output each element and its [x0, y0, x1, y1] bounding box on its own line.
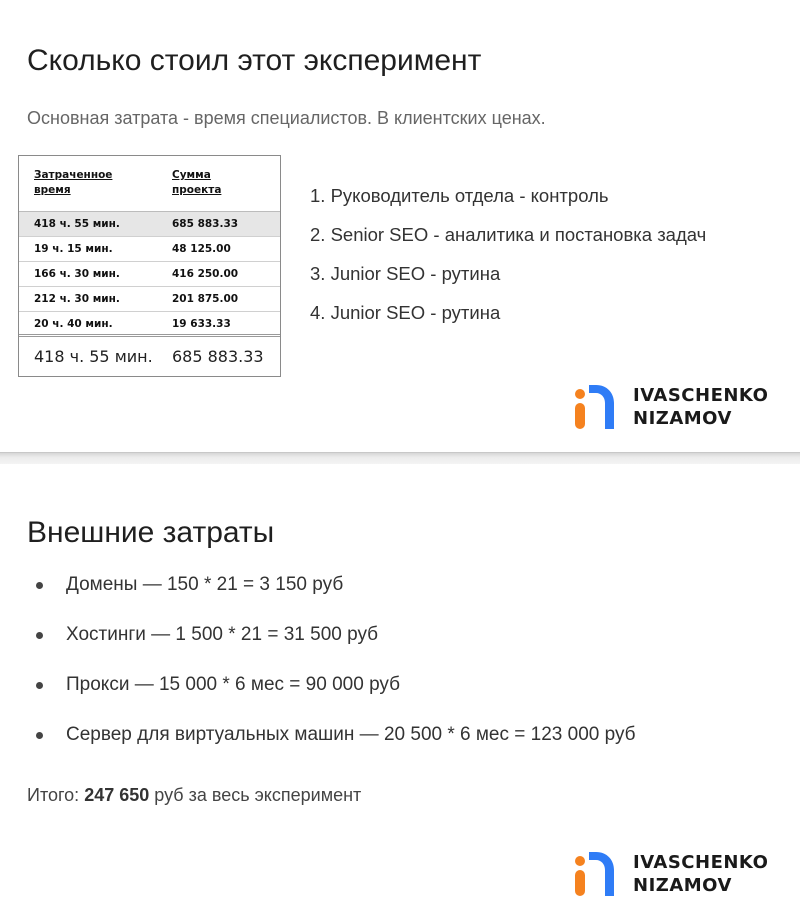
total-amount: 247 650 — [84, 785, 150, 805]
page-title: Внешние затраты — [27, 516, 275, 549]
list-item: Домены — 150 * 21 = 3 150 руб — [36, 574, 636, 624]
costs-list — [36, 574, 636, 774]
cell-time: 166 ч. 30 мин. — [34, 268, 120, 280]
cell-time: 212 ч. 30 мин. — [34, 293, 120, 305]
table-row — [19, 286, 280, 311]
list-item: 4. Junior SEO - рутина — [310, 302, 501, 323]
column-header-time: Затраченное время — [34, 169, 113, 196]
logo-mark-icon — [572, 381, 622, 431]
slide-separator — [0, 452, 800, 464]
list-item: Сервер для виртуальных машин — 20 500 * 6 мес = 123 000 руб — [36, 724, 636, 774]
cell-time: 19 ч. 15 мин. — [34, 243, 113, 255]
slide-cost-experiment — [0, 0, 800, 452]
cell-time: 20 ч. 40 мин. — [34, 318, 113, 330]
roles-list — [310, 185, 706, 341]
cell-amount: 201 875.00 — [172, 293, 239, 305]
list-item: 2. Senior SEO - аналитика и постановка задач — [310, 224, 707, 245]
table-row — [19, 236, 280, 261]
table-total-row — [19, 334, 280, 377]
table-row — [19, 261, 280, 286]
cell-amount: 685 883.33 — [172, 218, 239, 230]
logo-wordmark: IVASCHENKO NIZAMOV — [633, 852, 769, 896]
cell-amount: 19 633.33 — [172, 318, 231, 330]
total-time: 418 ч. 55 мин. — [34, 347, 153, 366]
list-item: Прокси — 15 000 * 6 мес = 90 000 руб — [36, 674, 636, 724]
table-header — [19, 156, 280, 211]
subtitle: Основная затрата - время специалистов. В клиентских ценах. — [27, 108, 546, 128]
table-row — [19, 311, 280, 336]
cell-time: 418 ч. 55 мин. — [34, 218, 120, 230]
list-item: 1. Руководитель отдела - контроль — [310, 185, 609, 206]
list-item: Хостинги — 1 500 * 21 = 31 500 руб — [36, 624, 636, 674]
bullet-icon — [36, 632, 43, 639]
bullet-icon — [36, 582, 43, 589]
page-title: Сколько стоил этот эксперимент — [27, 44, 482, 77]
cell-amount: 416 250.00 — [172, 268, 239, 280]
bullet-icon — [36, 682, 43, 689]
total-amount: 685 883.33 — [172, 347, 264, 366]
logo-wordmark: IVASCHENKO NIZAMOV — [633, 385, 769, 429]
company-logo — [572, 848, 787, 900]
company-logo — [572, 381, 787, 433]
list-item: 3. Junior SEO - рутина — [310, 263, 501, 284]
slide-external-costs — [0, 464, 800, 914]
total-summary: Итого: 247 650 руб за весь эксперимент — [27, 785, 362, 805]
bullet-icon — [36, 732, 43, 739]
column-header-amount: Сумма проекта — [172, 169, 222, 196]
table-row — [19, 211, 280, 236]
cost-table — [18, 155, 281, 377]
cell-amount: 48 125.00 — [172, 243, 231, 255]
logo-mark-icon — [572, 848, 622, 898]
